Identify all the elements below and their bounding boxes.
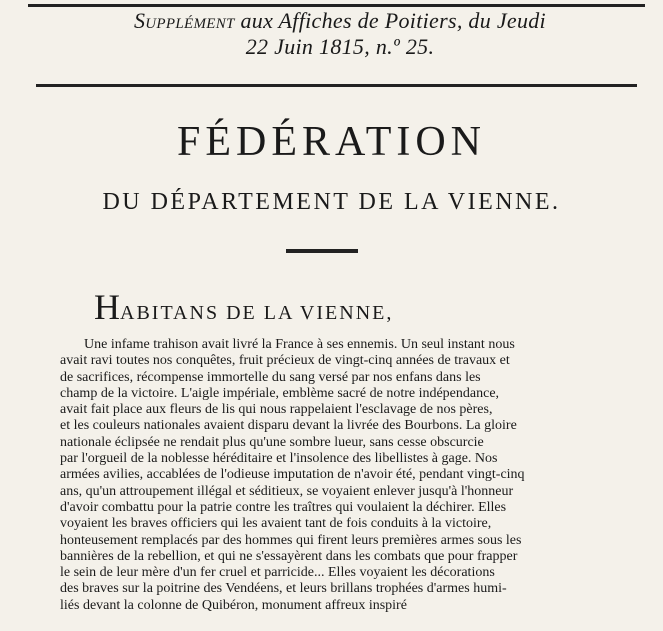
supplement-word: Supplément bbox=[134, 8, 235, 33]
body-line: nationale éclipsée ne rendait plus qu'une sombre lueur, sans cesse obscurcie bbox=[60, 434, 484, 450]
supplement-line-1 bbox=[40, 8, 640, 34]
body-line: avait fait place aux fleurs de lis qui nous rappelaient l'esclavage de nos pères, bbox=[60, 402, 493, 418]
body-line: par l'orgueil de la noblesse héréditaire et l'insolence des libellistes à gage. Nos bbox=[60, 451, 498, 467]
header-rule bbox=[36, 84, 637, 87]
body-line: de sacrifices, récompense immortelle du sang versé par nos enfans dans les bbox=[60, 369, 481, 385]
body-line: et les couleurs nationales avaient disparu devant la livrée des Bourbons. La gloire bbox=[60, 418, 517, 434]
body-line: Une infame trahison avait livré la France à ses ennemis. Un seul instant nous bbox=[84, 337, 515, 352]
body-line: honteusement remplacés par des hommes qui firent leurs premières armes sous les bbox=[60, 532, 522, 548]
body-line: d'avoir combattu pour la patrie contre les traîtres qui voulaient la déchirer. Elles bbox=[60, 499, 507, 515]
heading-rest: ABITANS DE LA VIENNE, bbox=[120, 302, 394, 324]
title-separator-rule bbox=[286, 249, 358, 253]
body-line: armées avilies, accablées de l'odieuse imputation de n'avoir été, pendant vingt-cinq bbox=[60, 467, 525, 483]
body-line: avait ravi toutes nos conquêtes, fruit précieux de vingt-cinq années de travaux et bbox=[60, 353, 510, 369]
body-line: des braves sur la poitrine des Vendéens, et leurs brillans trophées d'armes humi- bbox=[60, 581, 507, 597]
body-line: champ de la victoire. L'aigle impériale, emblème sacré de notre indépendance, bbox=[60, 385, 500, 401]
supplement-header bbox=[40, 8, 640, 60]
body-line: liés devant la colonne de Quibéron, monument affreux inspiré bbox=[60, 597, 407, 613]
heading-initial: H bbox=[94, 287, 120, 327]
supplement-date-line: 22 Juin 1815, n.º 25. bbox=[245, 34, 435, 59]
subtitle: DU DÉPARTEMENT DE LA VIENNE. bbox=[102, 189, 561, 215]
main-title: FÉDÉRATION bbox=[177, 119, 486, 165]
body-line: le sein de leur mère d'un fer cruel et parricide... Elles voyaient les décorations bbox=[60, 565, 495, 581]
body-line: bannières de la rebellion, et qui ne s'essayèrent dans les combats que pour frapper bbox=[60, 548, 518, 564]
top-rule bbox=[28, 4, 645, 7]
body-paragraph bbox=[60, 337, 640, 614]
body-line: ans, qu'un attroupement illégal et séditieux, se voyaient enlever jusqu'à l'honneur bbox=[60, 483, 514, 499]
section-heading bbox=[94, 287, 394, 330]
supplement-rest: aux Affiches de Poitiers, du Jeudi bbox=[234, 8, 546, 33]
body-line: voyaient les braves officiers qui les avaient tant de fois conduits à la victoire, bbox=[60, 516, 492, 532]
